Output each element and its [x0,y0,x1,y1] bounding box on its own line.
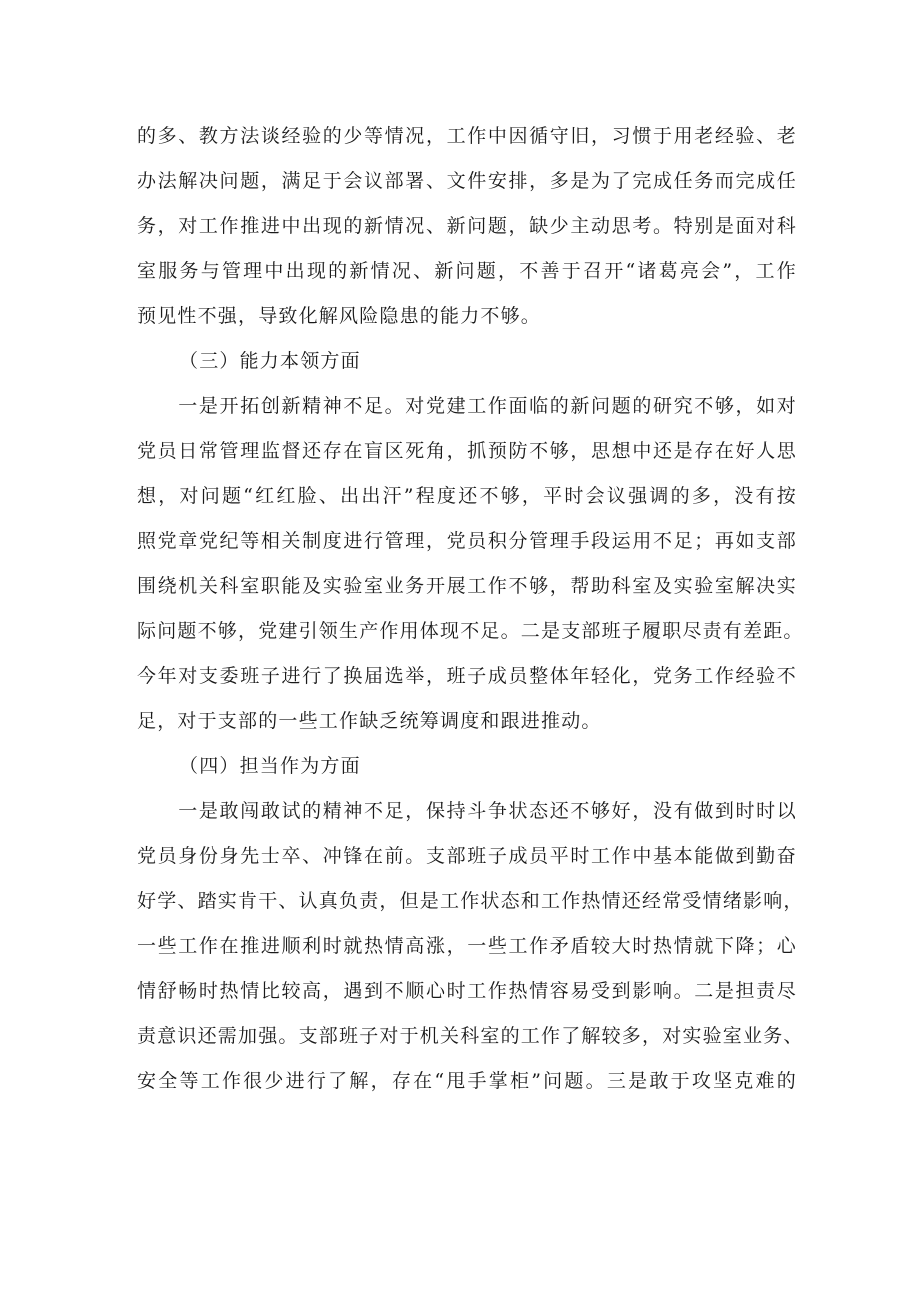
text-line: 安全等工作很少进行了解，存在“甩手掌柜”问题。三是敢于攻坚克难的 [137,1070,797,1092]
text-line: 情舒畅时热情比较高，遇到不顺心时工作热情容易受到影响。二是担责尽 [137,980,797,1002]
text-line: 围绕机关科室职能及实验室业务开展工作不够，帮助科室及实验室解决实 [137,575,797,597]
section-heading-ability: （三）能力本领方面 [179,350,361,372]
document-body [137,114,804,1104]
text-line: 际问题不够，党建引领生产作用体现不足。二是支部班子履职尽责有差距。 [137,620,804,642]
text-line: 一是开拓创新精神不足。对党建工作面临的新问题的研究不够，如对 [137,395,797,417]
text-line: 预见性不强，导致化解风险隐患的能力不够。 [137,305,542,327]
text-line: 党员日常管理监督还存在盲区死角，抓预防不够，思想中还是存在好人思 [137,440,797,462]
text-line: 室服务与管理中出现的新情况、新问题，不善于召开“诸葛亮会”，工作 [137,260,797,282]
text-line: 足，对于支部的一些工作缺乏统筹调度和跟进推动。 [137,710,602,732]
text-line: 一些工作在推进顺利时就热情高涨，一些工作矛盾较大时热情就下降；心 [137,935,797,957]
text-line: 想，对问题“红红脸、出出汗”程度还不够，平时会议强调的多，没有按 [137,485,797,507]
paragraph-responsibility [137,789,804,1104]
text-line: 今年对支委班子进行了换届选举，班子成员整体年轻化，党务工作经验不 [137,665,797,687]
text-line: 的多、教方法谈经验的少等情况，工作中因循守旧，习惯于用老经验、老 [137,125,797,147]
text-line: 一是敢闯敢试的精神不足，保持斗争状态还不够好，没有做到时时以 [137,800,797,822]
paragraph-work-methods [137,114,797,339]
text-line: 办法解决问题，满足于会议部署、文件安排，多是为了完成任务而完成任 [137,170,797,192]
text-line: 好学、踏实肯干、认真负责，但是工作状态和工作热情还经常受情绪影响， [137,890,804,912]
paragraph-ability [137,384,804,744]
text-line: 务，对工作推进中出现的新情况、新问题，缺少主动思考。特别是面对科 [137,215,797,237]
text-line: 照党章党纪等相关制度进行管理，党员积分管理手段运用不足；再如支部 [137,530,797,552]
text-line: 党员身份身先士卒、冲锋在前。支部班子成员平时工作中基本能做到勤奋 [137,845,797,867]
text-line: 责意识还需加强。支部班子对于机关科室的工作了解较多，对实验室业务、 [137,1025,804,1047]
section-heading-responsibility: （四）担当作为方面 [179,755,361,777]
